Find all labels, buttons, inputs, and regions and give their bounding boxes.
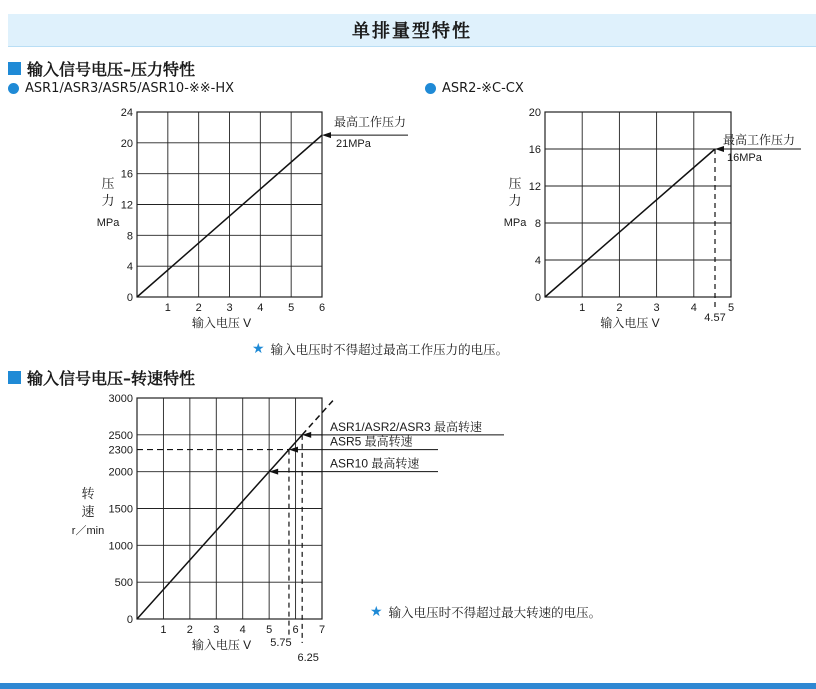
chart2-xtick-label: 1 bbox=[579, 302, 586, 314]
chart1-annotation: 最高工作压力 bbox=[334, 115, 407, 130]
chart1-caption-text: ASR1/ASR3/ASR5/ASR10-※※-HX bbox=[25, 81, 235, 96]
chart2-ylabel: 压 bbox=[508, 176, 522, 191]
chart2-ytick-label: 4 bbox=[534, 255, 541, 267]
chart3-xtick-label: 6 bbox=[292, 624, 299, 636]
chart2-marker-x-label: 4.57 bbox=[704, 312, 726, 324]
chart3-ytick-label: 2500 bbox=[108, 429, 133, 442]
chart2-ytick-label: 12 bbox=[528, 181, 541, 193]
chart2-xtick-label: 5 bbox=[727, 302, 735, 314]
chart2-annotation: 最高工作压力 bbox=[723, 133, 796, 147]
chart1-ylabel: 力 bbox=[101, 193, 115, 208]
chart3-xtick-label: 4 bbox=[239, 624, 246, 636]
chart3-xtick-label: 3 bbox=[213, 624, 220, 636]
chart1-ylabel: MPa bbox=[96, 217, 120, 229]
chart1-xtick-label: 5 bbox=[288, 302, 295, 314]
chart3-xtick-label: 2 bbox=[186, 624, 193, 636]
chart2-xtick-label: 3 bbox=[653, 302, 660, 314]
chart1-ytick-label: 16 bbox=[120, 168, 133, 181]
chart2-frame bbox=[545, 112, 731, 297]
chart1-annotation: 21MPa bbox=[336, 138, 371, 151]
chart1-xtick-label: 4 bbox=[257, 302, 264, 314]
chart1-ytick-label: 0 bbox=[126, 292, 133, 304]
pressure-note-text: 输入电压时不得超过最高工作压力的电压。 bbox=[270, 342, 509, 357]
chart1-ytick-label: 4 bbox=[126, 261, 133, 274]
chart3-ylabel: 转 bbox=[81, 486, 95, 501]
chart3-ylabel: 速 bbox=[81, 504, 95, 519]
chart3-ytick-label: 0 bbox=[126, 614, 133, 626]
section-heading-text: 输入信号电压–压力特性 bbox=[27, 60, 196, 79]
page-title: 单排量型特性 bbox=[352, 21, 472, 42]
chart3-ytick-label: 3000 bbox=[108, 393, 133, 405]
chart3-series-line bbox=[137, 435, 302, 619]
chart3-marker-x-label: 6.25 bbox=[297, 652, 319, 664]
chart3-annotation: ASR10 最高转速 bbox=[330, 456, 420, 471]
chart2-xlabel: 输入电压 V bbox=[600, 316, 660, 330]
chart2-xtick-label: 2 bbox=[616, 302, 623, 314]
chart3-xtick-label: 7 bbox=[318, 624, 326, 636]
chart3-xtick-label: 1 bbox=[160, 624, 167, 636]
chart1-arrow-marker bbox=[322, 132, 331, 138]
chart1-ytick-label: 20 bbox=[120, 137, 133, 150]
chart2-caption-text: ASR2-※C-CX bbox=[442, 81, 524, 96]
chart1-ytick-label: 8 bbox=[126, 230, 133, 243]
chart3-ytick-label: 500 bbox=[114, 577, 133, 590]
chart2-ytick-label: 16 bbox=[528, 144, 541, 156]
chart1-ytick-label: 24 bbox=[120, 107, 133, 119]
chart3-ytick-label: 2300 bbox=[108, 444, 133, 457]
chart1-xtick-label: 6 bbox=[318, 302, 326, 314]
chart3-xtick-label: 5 bbox=[266, 624, 273, 636]
star-icon: ★ bbox=[252, 341, 265, 357]
chart1-ytick-label: 12 bbox=[120, 199, 133, 212]
star-icon: ★ bbox=[370, 604, 383, 620]
chart2-xtick-label: 4 bbox=[690, 302, 697, 314]
chart2-ytick-label: 0 bbox=[534, 292, 541, 304]
chart3-xlabel: 输入电压 V bbox=[191, 638, 252, 652]
chart3-ylabel: r／min bbox=[71, 525, 105, 537]
chart2-ylabel: 力 bbox=[508, 193, 522, 208]
chart1-xtick-label: 1 bbox=[164, 302, 171, 314]
chart1-xtick-label: 3 bbox=[226, 302, 233, 314]
chart2-ylabel: MPa bbox=[503, 217, 527, 229]
chart2-ytick-label: 8 bbox=[534, 218, 541, 230]
chart1-xlabel: 输入电压 V bbox=[191, 316, 252, 330]
chart2-ytick-label: 20 bbox=[528, 107, 541, 119]
section-heading-text: 输入信号电压–转速特性 bbox=[27, 369, 196, 388]
chart1-xtick-label: 2 bbox=[195, 302, 202, 314]
speed-note-text: 输入电压时不得超过最大转速的电压。 bbox=[388, 605, 602, 620]
chart3-ytick-label: 2000 bbox=[108, 466, 133, 479]
chart2-annotation: 16MPa bbox=[727, 152, 762, 164]
chart3-ytick-label: 1500 bbox=[108, 503, 133, 516]
chart3-marker-x-label: 5.75 bbox=[270, 637, 292, 649]
chart1-ylabel: 压 bbox=[101, 176, 115, 191]
chart3-ytick-label: 1000 bbox=[108, 540, 133, 553]
chart3-annotation: ASR1/ASR2/ASR3 最高转速 bbox=[330, 419, 483, 434]
bottom-accent-bar bbox=[0, 683, 816, 689]
chart3-annotation: ASR5 最高转速 bbox=[330, 434, 413, 449]
